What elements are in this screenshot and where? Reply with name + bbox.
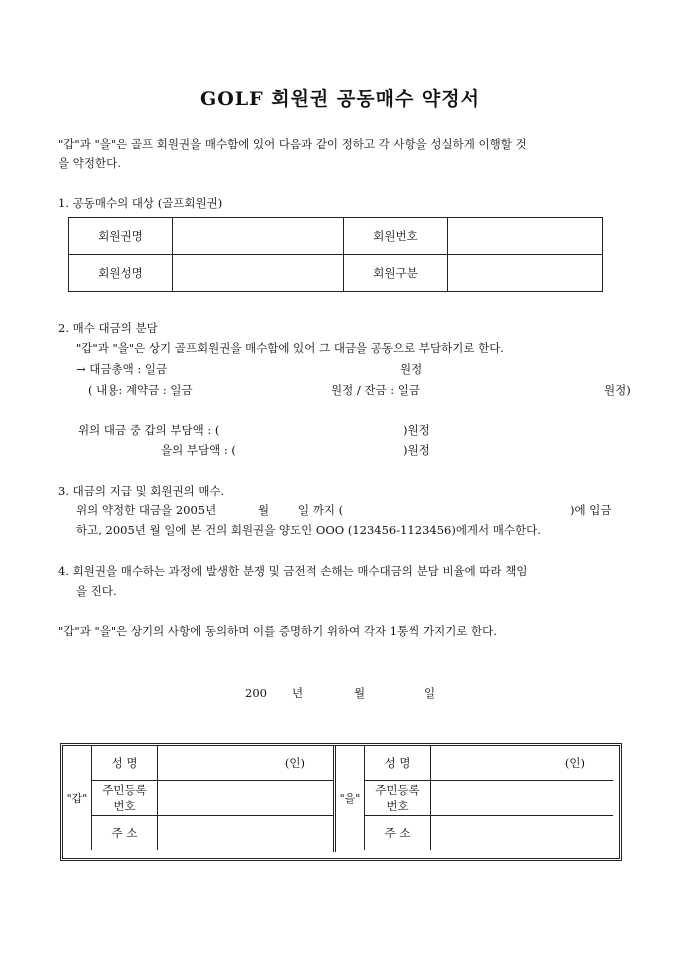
gap-share-suffix: )원정 bbox=[403, 423, 430, 437]
section-1-heading: 1. 공동매수의 대상 (골프회원권) bbox=[58, 196, 223, 210]
party-a-id-cell[interactable] bbox=[158, 781, 334, 816]
party-b-address-cell[interactable] bbox=[431, 816, 614, 851]
date-month-unit: 월 bbox=[354, 686, 366, 700]
detail-mid: 원정 / 잔금 : 일금 bbox=[331, 383, 421, 397]
intro-line-1: "갑"과 "을"은 골프 회원권을 매수함에 있어 다음과 같이 정하고 각 사항을 성실하게 이행할 것 bbox=[58, 137, 527, 151]
section-4-line-1: 4. 회원권을 매수하는 과정에 발생한 분쟁 및 금전적 손해는 매수대금의 분담 비율에 따라 책임 bbox=[58, 564, 528, 578]
section-3-line-1a: 위의 약정한 대금을 2005년 bbox=[76, 503, 217, 517]
member-holder-cell[interactable] bbox=[173, 255, 344, 292]
member-number-cell[interactable] bbox=[448, 218, 603, 255]
signature-table-b bbox=[336, 746, 613, 850]
party-b-name-label: 성 명 bbox=[365, 746, 431, 781]
member-holder-label: 회원성명 bbox=[69, 255, 173, 292]
section-3-end: )에 입금 bbox=[570, 503, 612, 517]
party-a-address-label: 주 소 bbox=[92, 816, 158, 851]
section-2-line-1: "갑"과 "을"은 상기 골프회원권을 매수함에 있어 그 대금을 공동으로 부담하기로 한다. bbox=[76, 341, 504, 355]
party-a-label: "갑" bbox=[63, 746, 92, 850]
party-a-seal: (인) bbox=[284, 756, 305, 770]
date-year-unit: 년 bbox=[292, 686, 304, 700]
party-a-address-cell[interactable] bbox=[158, 816, 334, 851]
section-4-line-2: 을 진다. bbox=[76, 584, 117, 598]
party-a-name-label: 성 명 bbox=[92, 746, 158, 781]
document-title: GOLF 회원권 공동매수 약정서 bbox=[199, 88, 480, 110]
section-2-heading: 2. 매수 대금의 분담 bbox=[58, 321, 158, 335]
date-day-unit: 일 bbox=[424, 686, 436, 700]
date-year: 200 bbox=[245, 686, 267, 700]
member-type-label: 회원구분 bbox=[344, 255, 448, 292]
section-3-line-2: 하고, 2005년 월 일에 본 건의 회원권을 양도인 OOO (123456-1123456)에게서 매수한다. bbox=[76, 523, 541, 537]
detail-close: 원정) bbox=[604, 383, 631, 397]
signature-table-a bbox=[63, 746, 333, 850]
eul-share-label: 을의 부담액 : ( bbox=[161, 443, 236, 457]
party-a-name-cell[interactable] bbox=[158, 746, 334, 781]
party-b-name-cell[interactable] bbox=[431, 746, 614, 781]
member-name-cell[interactable] bbox=[173, 218, 344, 255]
detail-open: ( 내용: 계약금 : 일금 bbox=[88, 383, 193, 397]
party-b-id-label: 주민등록 번호 bbox=[365, 781, 431, 816]
closing-statement: "갑"과 "을"은 상기의 사항에 동의하며 이를 증명하기 위하여 각자 1통씩 가지기로 한다. bbox=[58, 624, 497, 638]
section-3-day: 일 까지 ( bbox=[298, 503, 344, 517]
total-amount-suffix: 원정 bbox=[400, 362, 423, 376]
member-number-label: 회원번호 bbox=[344, 218, 448, 255]
party-b-label: "을" bbox=[336, 746, 365, 850]
member-name-label: 회원권명 bbox=[69, 218, 173, 255]
party-b-id-cell[interactable] bbox=[431, 781, 614, 816]
member-type-cell[interactable] bbox=[448, 255, 603, 292]
party-b-address-label: 주 소 bbox=[365, 816, 431, 851]
intro-line-2: 을 약정한다. bbox=[58, 156, 121, 170]
party-b-seal: (인) bbox=[564, 756, 585, 770]
section-3-heading: 3. 대금의 지급 및 회원권의 매수. bbox=[58, 484, 225, 498]
total-amount-label: → 대금총액 : 일금 bbox=[76, 362, 168, 376]
membership-table bbox=[68, 217, 603, 292]
gap-share-label: 위의 대금 중 갑의 부담액 : ( bbox=[78, 423, 220, 437]
eul-share-suffix: )원정 bbox=[403, 443, 430, 457]
party-a-id-label: 주민등록 번호 bbox=[92, 781, 158, 816]
section-3-month: 월 bbox=[258, 503, 270, 517]
